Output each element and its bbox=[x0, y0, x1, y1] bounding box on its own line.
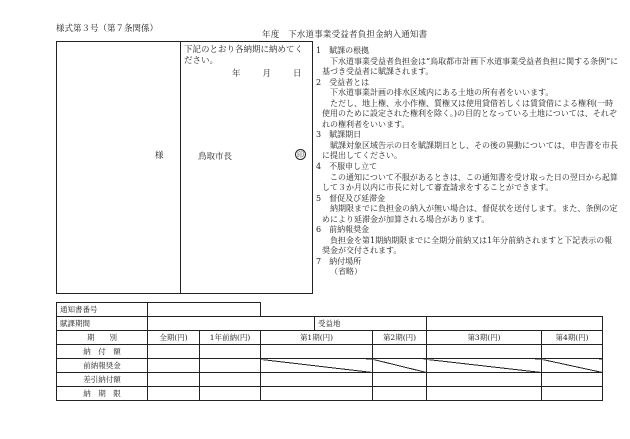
table-row bbox=[57, 359, 603, 373]
date-day: 日 bbox=[293, 69, 302, 79]
table-row bbox=[57, 373, 603, 387]
note-body-6: 負担金を第1期納期限までに全期分前納又は1年分前納されますと下記表示の報奨金が交付されます。 bbox=[322, 235, 613, 256]
note-heading-6: 6 前納報奨金 bbox=[316, 225, 370, 235]
note-body-3: 賦課対象区域告示の日を賦課期日とし、その後の異動については、申告書を市長に提出してください。 bbox=[322, 140, 618, 161]
date-year: 年 bbox=[232, 69, 241, 79]
date-month: 月 bbox=[262, 69, 272, 79]
note-body-1: 下水道事業受益者負担金は“鳥取都市計画下水道事業受益者負担に関する条例”に基づき受益者に賦課されます。 bbox=[322, 56, 619, 77]
notes-section bbox=[316, 46, 620, 278]
seal-mark: 印 bbox=[297, 151, 304, 159]
col-term-4: 第4期(円) bbox=[542, 331, 603, 345]
levy-period-label: 賦課期間 bbox=[57, 317, 148, 331]
note-body-2b: ただし、地上権、永小作権、質権又は使用貸借若しくは賃貸借による権利(一時使用のために設定された権利を除く。)の目的となっている土地については、それぞれの権利者をいいます。 bbox=[322, 98, 617, 129]
table-row bbox=[57, 303, 603, 317]
col-one-year: 1年前納(円) bbox=[200, 331, 261, 345]
note-heading-4: 4 不服申し立て bbox=[316, 162, 378, 172]
notice-number-value bbox=[148, 303, 261, 317]
diagonal-cell bbox=[261, 359, 373, 373]
form-number: 様式第３号（第７条関係） bbox=[56, 24, 159, 34]
frame-divider bbox=[180, 41, 181, 294]
col-term-1: 第1期(円) bbox=[261, 331, 373, 345]
diagonal-cell bbox=[542, 359, 603, 373]
benefit-land-label: 受益地 bbox=[315, 317, 427, 331]
payment-table bbox=[56, 302, 603, 401]
document-title: 年度 下水道事業受益者負担金納入通知書 bbox=[262, 30, 428, 40]
issue-date bbox=[232, 69, 324, 80]
table-row bbox=[57, 317, 603, 331]
honorific: 様 bbox=[155, 151, 164, 161]
col-term-2: 第2期(円) bbox=[373, 331, 427, 345]
col-term-3: 第3期(円) bbox=[427, 331, 542, 345]
notice-number-label: 通知書番号 bbox=[57, 303, 148, 317]
notice-text: 下記のとおり各納期に納めてください。 bbox=[184, 45, 304, 67]
note-body-4: この通知について不服があるときは、この通知書を受け取った日の翌日から起算して３か月以内に市長に対して審査請求をすることができます。 bbox=[322, 172, 618, 193]
note-body-5: 納期限までに負担金の納入が無い場合は、督促状を送付します。また、条例の定めにより延滞金が加算される場合があります。 bbox=[322, 204, 618, 224]
table-row bbox=[57, 345, 603, 359]
note-body-2: 下水道事業計画の排水区域内にある土地の所有者をいいます。 bbox=[330, 88, 554, 98]
note-heading-7: 7 納付場所 bbox=[316, 256, 362, 266]
note-heading-1: 1 賦課の根拠 bbox=[316, 46, 370, 55]
table-row bbox=[57, 387, 603, 401]
levy-period-value bbox=[148, 317, 315, 331]
diagonal-cell bbox=[373, 359, 427, 373]
col-full: 全期(円) bbox=[148, 331, 200, 345]
note-heading-2: 2 受益者とは bbox=[316, 77, 370, 87]
note-heading-3: 3 賦課期日 bbox=[316, 130, 362, 140]
table-header-row bbox=[57, 331, 603, 345]
benefit-land-value bbox=[427, 317, 603, 331]
diagonal-cell bbox=[427, 359, 542, 373]
note-heading-5: 5 督促及び延滞金 bbox=[316, 193, 386, 203]
col-period: 期 別 bbox=[57, 331, 148, 345]
row-label-amount: 納 付 額 bbox=[57, 345, 148, 359]
issuer-name: 鳥取市長 bbox=[198, 152, 233, 162]
row-label-deadline: 納 期 限 bbox=[57, 387, 148, 401]
row-label-reward: 前納報奨金 bbox=[57, 359, 148, 373]
row-label-net: 差引納付額 bbox=[57, 373, 148, 387]
note-body-7: （省略） bbox=[330, 267, 362, 277]
